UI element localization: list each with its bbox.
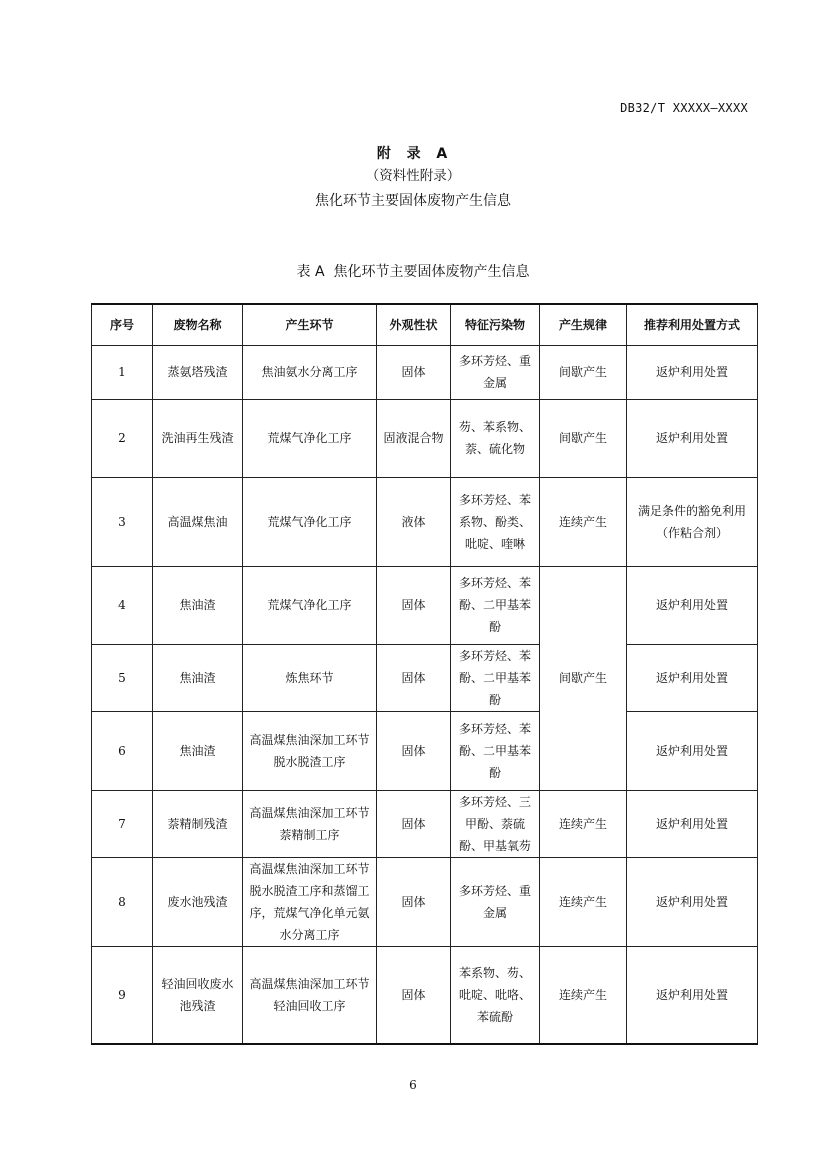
- cell-pollutants: 多环芳烃、苯酚、二甲基苯酚: [451, 711, 540, 790]
- cell-no: 3: [92, 477, 153, 566]
- table-caption: 表 A 焦化环节主要固体废物产生信息: [296, 264, 530, 280]
- table-row: [92, 946, 758, 1044]
- cell-pollutants: 苯系物、芴、吡啶、吡咯、苯硫酚: [451, 946, 540, 1044]
- table-row: [92, 399, 758, 477]
- cell-waste-name: 轻油回收废水池残渣: [153, 946, 243, 1044]
- cell-pattern: 连续产生: [540, 946, 627, 1044]
- cell-pollutants: 多环芳烃、苯系物、酚类、吡啶、喹啉: [451, 477, 540, 566]
- cell-waste-name: 焦油渣: [153, 644, 243, 711]
- cell-no: 9: [92, 946, 153, 1044]
- table-header-row: [92, 304, 758, 345]
- cell-disposal: 返炉利用处置: [627, 711, 758, 790]
- cell-disposal: 返炉利用处置: [627, 946, 758, 1044]
- cell-pattern-merged: 间歇产生: [540, 566, 627, 790]
- cell-stage: 高温煤焦油深加工环节萘精制工序: [243, 790, 377, 857]
- table-row: [92, 566, 758, 644]
- cell-stage: 炼焦环节: [243, 644, 377, 711]
- cell-disposal: 返炉利用处置: [627, 345, 758, 399]
- cell-waste-name: 废水池残渣: [153, 857, 243, 946]
- cell-form: 固体: [377, 644, 451, 711]
- cell-pattern: 连续产生: [540, 790, 627, 857]
- cell-waste-name: 蒸氨塔残渣: [153, 345, 243, 399]
- cell-no: 5: [92, 644, 153, 711]
- cell-stage: 焦油氨水分离工序: [243, 345, 377, 399]
- table-row: [92, 477, 758, 566]
- cell-pollutants: 多环芳烃、苯酚、二甲基苯酚: [451, 644, 540, 711]
- cell-form: 液体: [377, 477, 451, 566]
- header-disposal: 推荐利用处置方式: [627, 304, 758, 345]
- waste-info-table: [91, 303, 758, 1045]
- cell-no: 7: [92, 790, 153, 857]
- cell-form: 固体: [377, 711, 451, 790]
- cell-waste-name: 焦油渣: [153, 566, 243, 644]
- cell-stage: 荒煤气净化工序: [243, 399, 377, 477]
- table-row: [92, 790, 758, 857]
- cell-no: 4: [92, 566, 153, 644]
- header-waste-name: 废物名称: [153, 304, 243, 345]
- cell-form: 固体: [377, 566, 451, 644]
- cell-pattern: 间歇产生: [540, 345, 627, 399]
- cell-stage: 荒煤气净化工序: [243, 566, 377, 644]
- table-row: [92, 857, 758, 946]
- cell-stage: 荒煤气净化工序: [243, 477, 377, 566]
- cell-disposal: 返炉利用处置: [627, 399, 758, 477]
- header-no: 序号: [92, 304, 153, 345]
- cell-form: 固体: [377, 946, 451, 1044]
- cell-pollutants: 芴、苯系物、萘、硫化物: [451, 399, 540, 477]
- cell-pollutants: 多环芳烃、重金属: [451, 857, 540, 946]
- cell-no: 8: [92, 857, 153, 946]
- cell-disposal: 返炉利用处置: [627, 644, 758, 711]
- cell-waste-name: 洗油再生残渣: [153, 399, 243, 477]
- cell-pollutants: 多环芳烃、三甲酚、萘硫酚、甲基氧芴: [451, 790, 540, 857]
- cell-pattern: 连续产生: [540, 477, 627, 566]
- cell-form: 固体: [377, 345, 451, 399]
- cell-waste-name: 萘精制残渣: [153, 790, 243, 857]
- header-pattern: 产生规律: [540, 304, 627, 345]
- cell-disposal: 返炉利用处置: [627, 857, 758, 946]
- table-row: [92, 711, 758, 790]
- header-form: 外观性状: [377, 304, 451, 345]
- cell-pattern: 间歇产生: [540, 399, 627, 477]
- cell-pollutants: 多环芳烃、重金属: [451, 345, 540, 399]
- document-code: DB32/T XXXXX—XXXX: [620, 101, 748, 115]
- appendix-title: 附 录 A: [376, 146, 450, 162]
- cell-stage: 高温煤焦油深加工环节脱水脱渣工序: [243, 711, 377, 790]
- cell-pattern: 连续产生: [540, 857, 627, 946]
- cell-form: 固体: [377, 790, 451, 857]
- cell-pollutants: 多环芳烃、苯酚、二甲基苯酚: [451, 566, 540, 644]
- appendix-subtitle: （资料性附录）: [365, 168, 461, 184]
- header-stage: 产生环节: [243, 304, 377, 345]
- cell-disposal: 返炉利用处置: [627, 566, 758, 644]
- cell-form: 固体: [377, 857, 451, 946]
- table-row: [92, 345, 758, 399]
- cell-form: 固液混合物: [377, 399, 451, 477]
- cell-disposal: 满足条件的豁免利用（作粘合剂）: [627, 477, 758, 566]
- table-row: [92, 644, 758, 711]
- cell-stage: 高温煤焦油深加工环节轻油回收工序: [243, 946, 377, 1044]
- cell-stage: 高温煤焦油深加工环节脱水脱渣工序和蒸馏工序，荒煤气净化单元氨水分离工序: [243, 857, 377, 946]
- cell-no: 6: [92, 711, 153, 790]
- page-number: 6: [409, 1078, 417, 1092]
- appendix-name: 焦化环节主要固体废物产生信息: [315, 193, 511, 209]
- cell-waste-name: 高温煤焦油: [153, 477, 243, 566]
- header-pollutants: 特征污染物: [451, 304, 540, 345]
- cell-no: 1: [92, 345, 153, 399]
- cell-waste-name: 焦油渣: [153, 711, 243, 790]
- cell-no: 2: [92, 399, 153, 477]
- cell-disposal: 返炉利用处置: [627, 790, 758, 857]
